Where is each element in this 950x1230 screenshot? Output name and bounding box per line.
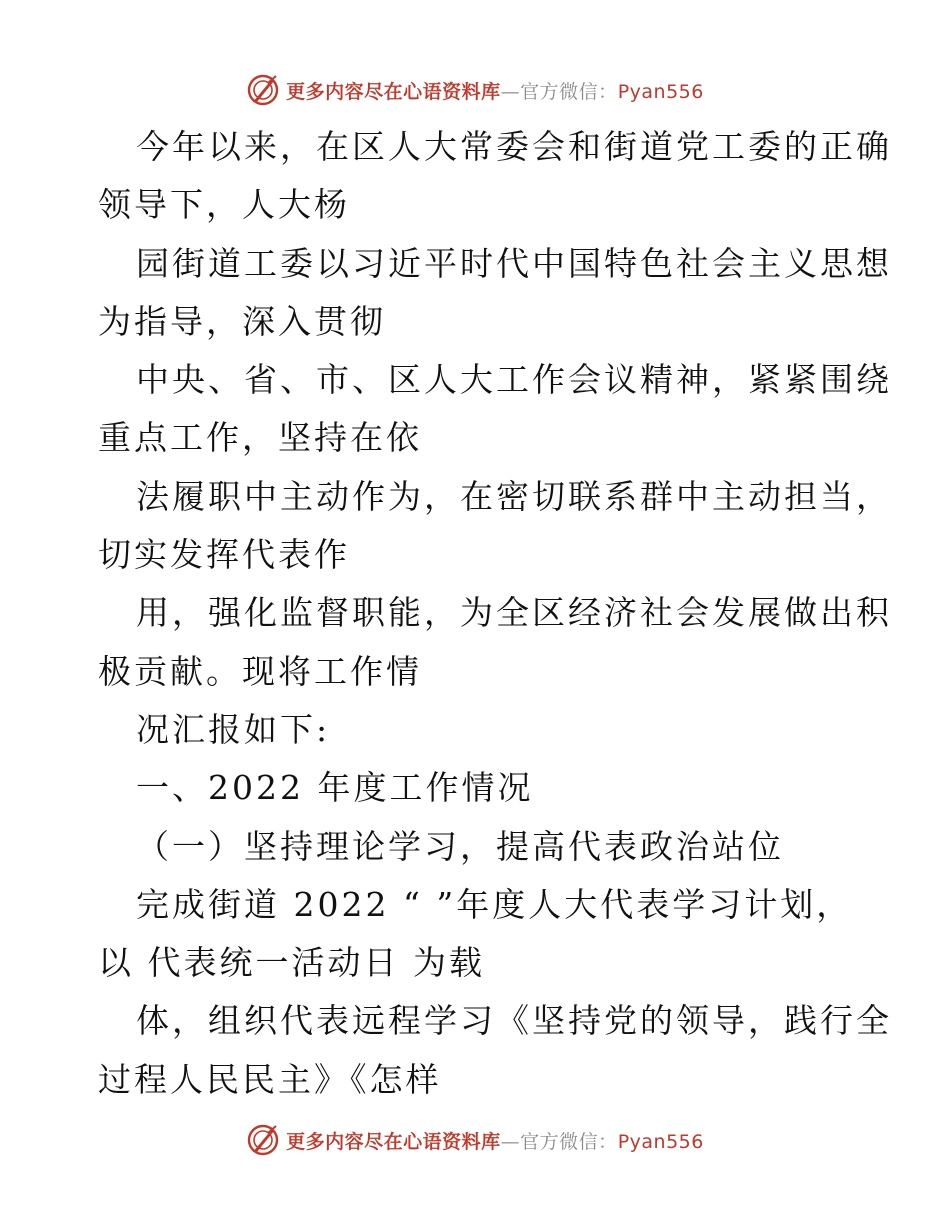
text-line: 重点工作，坚持在依	[98, 418, 422, 458]
text-line: 切实发挥代表作	[98, 535, 350, 575]
text-line: 为指导，深入贯彻	[98, 301, 386, 341]
watermark-account: Pyan556	[617, 1130, 704, 1153]
text-line: 完成街道 2022 “ ”年度人大代表学习计划，	[136, 884, 853, 924]
text-line: 以 代表统一活动日 为载	[98, 943, 485, 983]
text-line: 领导下，人大杨	[98, 185, 350, 225]
watermark-dash: —	[500, 80, 521, 103]
text-line: 用，强化监督职能，为全区经济社会发展做出积	[136, 593, 892, 633]
text-line: 况汇报如下:	[136, 709, 331, 749]
watermark-brand: 更多内容尽在心语资料库	[286, 1130, 501, 1153]
text-line: 法履职中主动作为，在密切联系群中主动担当，	[136, 476, 892, 516]
subsection-heading: （一）坚持理论学习，提高代表政治站位	[136, 826, 784, 866]
section-heading: 一、2022 年度工作情况	[136, 768, 534, 808]
quill-logo-icon	[246, 73, 280, 107]
text-line: 过程人民民主》《怎样	[98, 1059, 442, 1099]
text-line: 体，组织代表远程学习《坚持党的领导，践行全	[136, 1001, 892, 1041]
text-line: 极贡献。现将工作情	[98, 651, 422, 691]
text-line: 今年以来，在区人大常委会和街道党工委的正确	[136, 127, 892, 166]
watermark-official-label: 官方微信：	[520, 80, 618, 103]
quill-logo-icon	[246, 1123, 280, 1157]
watermark-official-label: 官方微信：	[520, 1130, 618, 1153]
footer-watermark	[0, 1120, 950, 1160]
document-body	[98, 118, 892, 1109]
header-watermark	[0, 70, 950, 110]
text-line: 园街道工委以习近平时代中国特色社会主义思想	[136, 243, 892, 283]
text-line: 中央、省、市、区人大工作会议精神，紧紧围绕	[136, 360, 892, 400]
watermark-account: Pyan556	[617, 80, 704, 103]
watermark-dash: —	[500, 1130, 521, 1153]
watermark-brand: 更多内容尽在心语资料库	[286, 80, 501, 103]
watermark-text	[286, 1127, 704, 1154]
watermark-text	[286, 77, 704, 104]
